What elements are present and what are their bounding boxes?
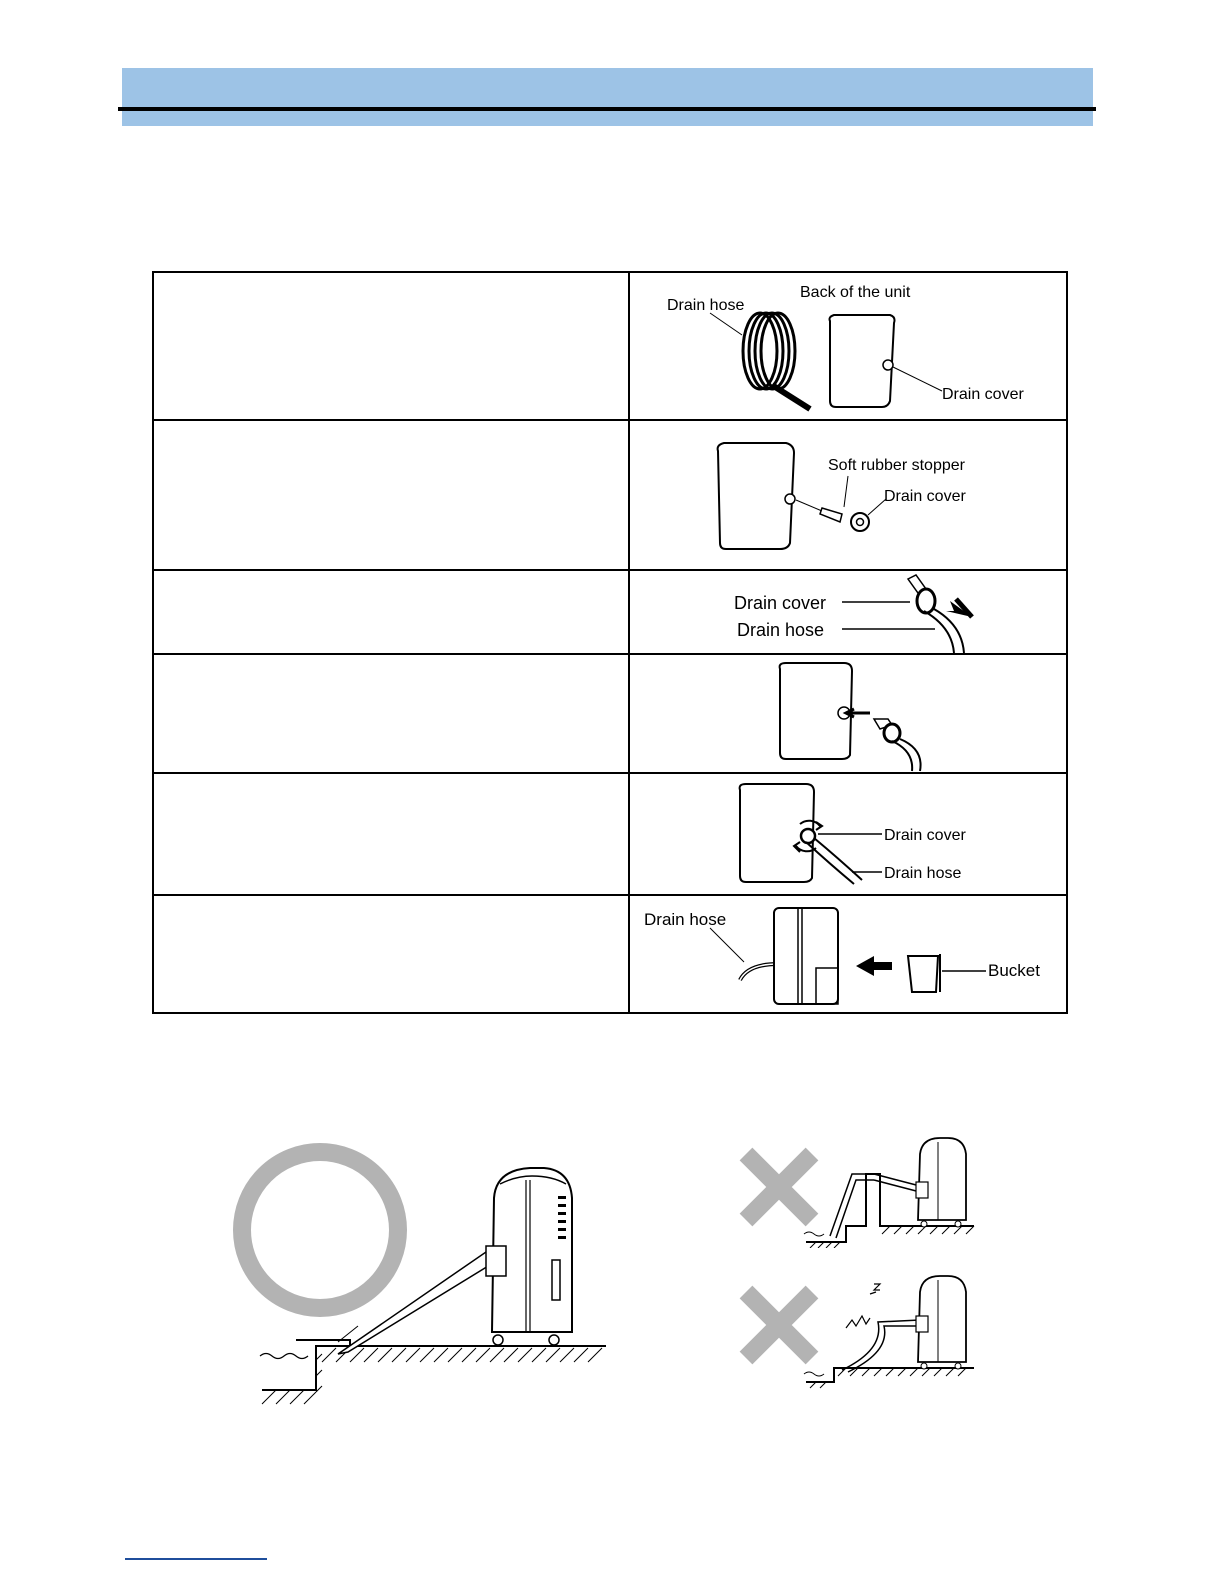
label-drain-hose: Drain hose [667, 297, 745, 314]
hose-into-cover-illustration [630, 571, 1066, 653]
coiled-hose-icon [743, 313, 810, 409]
step-5-text [153, 773, 629, 895]
drain-hose-icon [806, 838, 862, 884]
step-row-5 [153, 773, 1067, 895]
screw-cover-illustration [630, 774, 1066, 894]
leader-drain-hose [710, 313, 742, 335]
step-row-1 [153, 272, 1067, 420]
step-2-text [153, 420, 629, 570]
step-1-text [153, 272, 629, 420]
label-soft-rubber-stopper: Soft rubber stopper [828, 457, 965, 474]
rubber-stopper-icon [820, 508, 842, 522]
remove-bucket-illustration [630, 896, 1066, 1012]
step-2-figure [629, 420, 1067, 570]
step-row-6 [153, 895, 1067, 1013]
label-drain-hose-6: Drain hose [644, 910, 727, 929]
step-3-text [153, 570, 629, 654]
drain-hose-icon [842, 1320, 920, 1372]
label-bucket: Bucket [988, 961, 1040, 980]
step-row-3 [153, 570, 1067, 654]
left-arrow-icon [856, 956, 892, 976]
drain-cover-icon [917, 589, 935, 613]
hose-and-unit-illustration [630, 273, 1066, 419]
footer-line [125, 1558, 267, 1560]
drain-hose-icon [892, 739, 921, 771]
step-3-figure [629, 570, 1067, 654]
wrong-x-icon [746, 1154, 812, 1220]
drain-edge [262, 1340, 350, 1390]
incorrect-drain-illustration-1 [734, 1130, 984, 1248]
kink-zigzag-icon [846, 1316, 870, 1328]
attach-hose-illustration [630, 655, 1066, 772]
drain-hose-icon [830, 1174, 874, 1238]
step-6-figure [629, 895, 1067, 1013]
drain-cover-icon [801, 829, 815, 843]
floor-step [806, 1368, 974, 1382]
label-drain-cover: Drain cover [942, 386, 1024, 403]
step-4-figure [629, 654, 1067, 773]
label-drain-hose-3: Drain hose [737, 620, 825, 640]
label-drain-hose-5: Drain hose [884, 865, 962, 882]
step-1-figure [629, 272, 1067, 420]
header-band [122, 68, 1093, 126]
drain-cover-icon [884, 724, 900, 742]
dehumidifier-icon [486, 1168, 572, 1345]
incorrect-drain-illustration-2 [734, 1270, 984, 1390]
unit-back-icon [830, 315, 943, 407]
unit-back-icon [718, 443, 795, 549]
dehumidifier-icon [916, 1138, 966, 1227]
step-5-figure [629, 773, 1067, 895]
label-back-of-unit: Back of the unit [800, 284, 911, 301]
drain-cover-icon [851, 513, 869, 531]
floor-hatching [262, 1348, 602, 1404]
label-drain-cover-5: Drain cover [884, 827, 966, 844]
stopper-removal-illustration [630, 421, 1066, 569]
wrong-x-icon [746, 1292, 812, 1358]
unit-back-icon [780, 663, 852, 759]
bucket-icon [908, 956, 938, 992]
header-rule [118, 107, 1096, 111]
pull-line [796, 500, 822, 511]
correct-circle-icon [242, 1152, 398, 1308]
step-row-4 [153, 654, 1067, 773]
dehumidifier-icon [916, 1276, 966, 1369]
label-drain-cover-2: Drain cover [884, 488, 966, 505]
unit-side-icon [774, 908, 838, 1004]
drain-steps-table [152, 271, 1068, 1014]
step-row-2 [153, 420, 1067, 570]
step-6-text [153, 895, 629, 1013]
water-surface [260, 1354, 308, 1359]
label-drain-cover-3: Drain cover [734, 593, 827, 613]
correct-drain-illustration [226, 1136, 612, 1408]
drain-hose-icon [924, 609, 964, 653]
step-4-text [153, 654, 629, 773]
